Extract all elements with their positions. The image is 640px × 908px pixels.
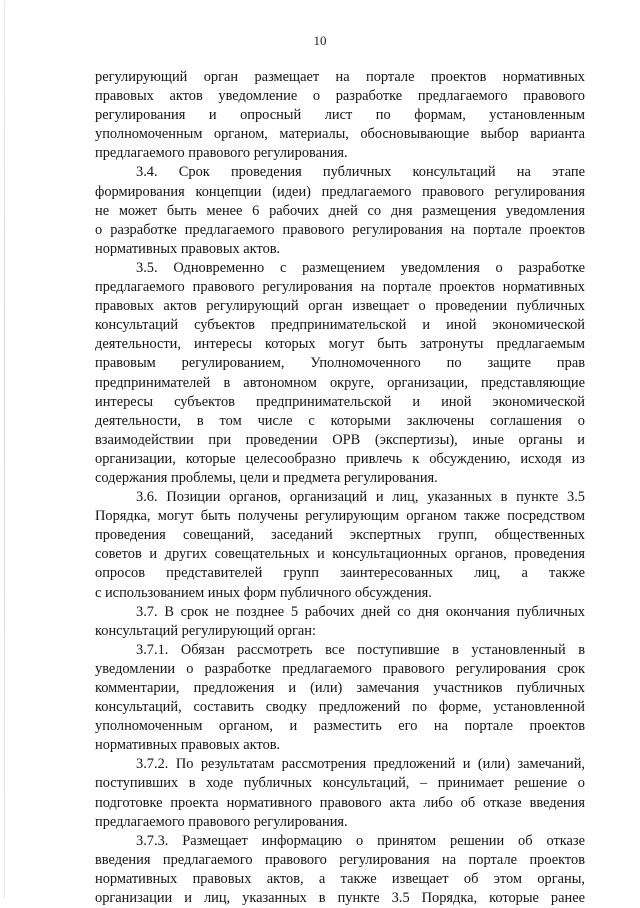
text-line: нормативных правовых актов, а также извещает об этом органы, — [95, 870, 585, 887]
text-line: правовым регулированием, Уполномоченного по защите прав — [95, 355, 585, 372]
text-line: не может быть менее 6 рабочих дней со дня размещения уведомления — [95, 202, 585, 219]
text-line: комментарии, предложения и (или) замечания участников публичных — [95, 680, 585, 696]
text-line: введения предлагаемого правового регулирования на портале проектов — [95, 851, 585, 868]
text-line: организации и лиц, указанных в пункте 3.5 Порядка, которые ранее — [95, 890, 585, 907]
text-line: 3.5. Одновременно с размещением уведомления о разработке — [136, 259, 585, 276]
text-line: 3.7.3. Размещает информацию о принятом решении об отказе — [136, 832, 585, 849]
text-line: проведения совещаний, заседаний экспертных групп, общественных — [95, 527, 585, 544]
text-line: правовых актов уведомление о разработке предлагаемого правового — [95, 88, 585, 105]
text-line: консультаций регулирующий орган: — [95, 622, 317, 639]
text-line: деятельности, интересы которых могут быть затронуты предлагаемым — [95, 336, 585, 353]
text-line: уполномоченным органом, материалы, обосновывающие выбор варианта — [95, 126, 585, 143]
text-line: 3.7.1. Обязан рассмотреть все поступившие в установленный в — [136, 641, 585, 658]
text-line: нормативных правовых актов. — [95, 240, 281, 257]
text-line: предлагаемого правового регулирования. — [95, 145, 348, 162]
text-line: 3.7.2. По результатам рассмотрения предложений и (или) замечаний, — [136, 756, 585, 773]
text-line: консультаций, составить сводку предложений по форме, установленной — [95, 699, 585, 716]
text-line: советов и других совещательных и консультационных органов, проведения — [95, 546, 585, 563]
text-line: уполномоченным органом, и разместить его на портале проектов — [95, 718, 585, 735]
text-line: консультаций субъектов предпринимательской и иной экономической — [95, 317, 585, 334]
text-line: взаимодействии при проведении ОРВ (экспертизы), иные органы и — [95, 431, 585, 448]
text-line: предпринимателей в автономном округе, организации, представляющие — [95, 374, 585, 391]
text-line: предлагаемого правового регулирования. — [95, 813, 348, 830]
document-body — [95, 68, 585, 908]
scan-edge-shadow — [4, 0, 5, 899]
text-line: регулирования и опросный лист по формам, установленным — [95, 107, 585, 124]
text-line: правовых актов регулирующий орган извещает о проведении публичных — [95, 298, 585, 315]
text-line: уведомлении о разработке предлагаемого правового регулирования срок — [95, 660, 585, 677]
text-line: 3.6. Позиции органов, организаций и лиц, указанных в пункте 3.5 — [136, 489, 585, 506]
text-line: 3.4. Срок проведения публичных консультаций на этапе — [136, 164, 585, 181]
text-line: Порядка, могут быть получены регулирующим органом также посредством — [95, 508, 585, 525]
text-line: предлагаемого правового регулирования на портале проектов нормативных — [95, 279, 585, 296]
text-line: поступивших в ходе публичных консультаций, – принимает решение о — [95, 775, 585, 792]
text-line: интересы субъектов предпринимательской и иной экономической — [95, 393, 585, 410]
text-line: нормативных правовых актов. — [95, 737, 281, 754]
text-line: регулирующий орган размещает на портале проектов нормативных — [95, 69, 585, 85]
text-line: опросов представителей групп заинтересованных лиц, а также — [95, 565, 585, 582]
text-line: содержания проблемы, цели и предмета регулирования. — [95, 469, 438, 486]
text-line: деятельности, в том числе с которыми заключены соглашения о — [95, 412, 585, 429]
text-line: о разработке предлагаемого правового регулирования на портале проектов — [95, 221, 585, 238]
text-line: организации, которые целесообразно привлечь к обсуждению, исходя из — [95, 450, 585, 467]
text-line: с использованием иных форм публичного обсуждения. — [95, 584, 432, 601]
text-line: 3.7. В срок не позднее 5 рабочих дней со дня окончания публичных — [136, 603, 585, 620]
text-line: формирования концепции (идеи) предлагаемого правового регулирования — [95, 183, 585, 200]
page-number: 10 — [313, 33, 327, 48]
text-line: подготовке проекта нормативного правового акта либо об отказе введения — [95, 794, 585, 811]
